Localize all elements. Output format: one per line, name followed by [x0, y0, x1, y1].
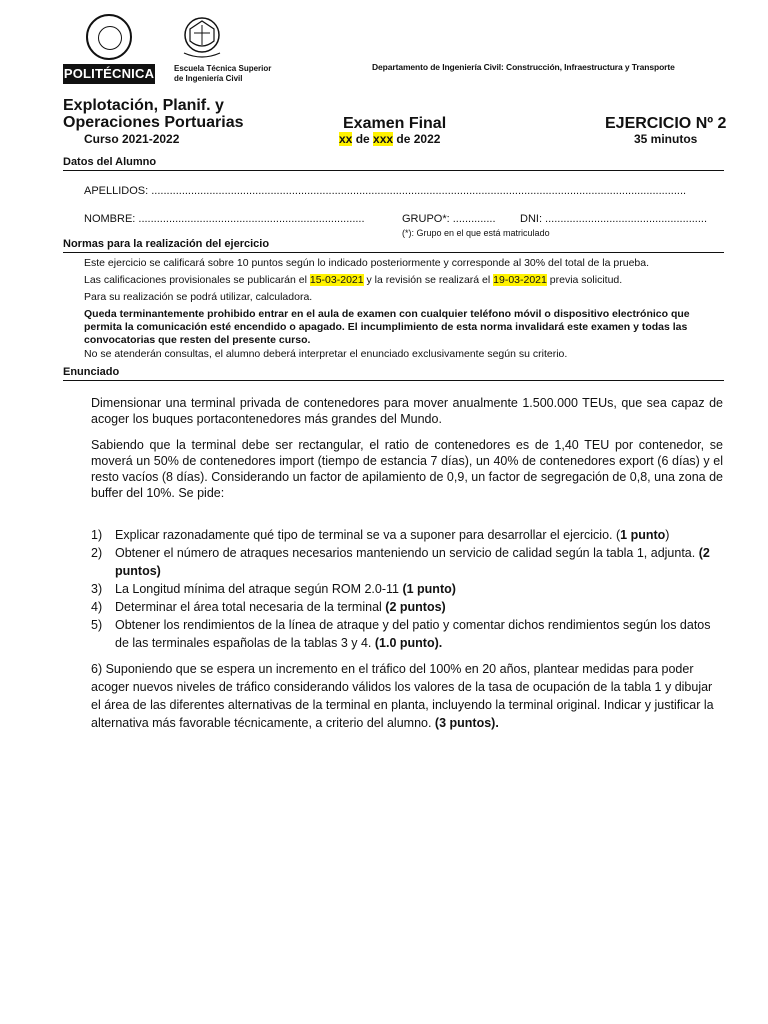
school-name-line1: Escuela Técnica Superior	[174, 64, 272, 73]
list-item-number: 5)	[91, 618, 103, 632]
department-name: Departamento de Ingeniería Civil: Construcción, Infraestructura y Transporte	[372, 62, 675, 72]
rules-block	[84, 257, 724, 365]
exam-date-month: xxx	[373, 132, 394, 146]
statement-section-title: Enunciado	[63, 366, 120, 378]
nombre-field[interactable]: NOMBRE: ..........................................................................	[84, 213, 365, 225]
exam-date-year: de 2022	[393, 132, 441, 146]
upm-logo	[63, 14, 155, 84]
rule-1: Este ejercicio se calificará sobre 10 puntos según lo indicado posteriormente y corresponde al 30% del total de la prueba.	[84, 257, 650, 269]
list-item	[91, 598, 723, 616]
school-crest-icon	[172, 13, 232, 63]
list-item-points: (2 puntos)	[385, 600, 446, 614]
rule-2-date-review: 19-03-2021	[493, 274, 547, 286]
divider	[63, 170, 724, 171]
grupo-field[interactable]: GRUPO*: ..............	[402, 213, 496, 225]
rules-section-title: Normas para la realización del ejercicio	[63, 238, 270, 250]
list-item-tail: )	[665, 528, 670, 542]
list-item	[91, 526, 723, 544]
student-section-title: Datos del Alumno	[63, 156, 157, 168]
list-item-points: (1 punto)	[402, 582, 456, 596]
dni-field[interactable]: DNI: .....................................................	[520, 213, 708, 225]
school-name-line2: de Ingeniería Civil	[174, 74, 243, 83]
list-item-text: La Longitud mínima del atraque según ROM 2.0-11	[115, 582, 403, 596]
list-item	[91, 544, 723, 580]
divider	[63, 252, 724, 253]
rule-2	[84, 274, 724, 287]
course-year: Curso 2021-2022	[84, 132, 180, 146]
exam-date	[339, 132, 440, 146]
course-title-line1: Explotación, Planif. y	[63, 97, 224, 114]
rule-5: No se atenderán consultas, el alumno deberá interpretar el enunciado exclusivamente según su criterio.	[84, 348, 568, 360]
list-item	[91, 580, 723, 598]
exercise-duration: 35 minutos	[634, 132, 698, 146]
list-item-text: Explicar razonadamente qué tipo de terminal se va a suponer para desarrollar el ejercicio. (	[115, 528, 621, 542]
rule-2-text-b: y la revisión se realizará el	[363, 274, 494, 286]
list-item-points: (1.0 punto).	[374, 636, 443, 650]
statement-body	[91, 395, 723, 509]
statement-paragraph-1: Dimensionar una terminal privada de contenedores para mover anualmente 1.500.000 TEUs, que sea capaz de acoger los buques portacontenedores más grandes del Mundo.	[91, 396, 723, 426]
exam-date-day: xx	[339, 132, 353, 146]
rule-2-date-publication: 15-03-2021	[309, 274, 364, 286]
list-item-number: 3)	[91, 582, 103, 596]
rule-4: Queda terminantemente prohibido entrar en el aula de examen con cualquier teléfono móvil o dispositivo electrónico que permita la comunicación esté encendido o apagado. El incumplimiento de esta norma invalidará este examen y todas las convocatorias que resten del presente curso.	[84, 308, 690, 346]
list-item-points: (2 puntos)	[115, 546, 710, 578]
exercise-number: EJERCICIO Nº 2	[605, 115, 727, 132]
politecnica-brand: POLITÉCNICA	[63, 64, 155, 84]
course-title-line2: Operaciones Portuarias	[63, 114, 244, 131]
list-item	[91, 616, 723, 652]
course-title	[63, 97, 244, 131]
list-item-points: 1 punto	[620, 528, 666, 542]
list-item-number: 1)	[91, 528, 103, 542]
statement-question-6	[91, 660, 723, 732]
list-item-number: 2)	[91, 546, 103, 560]
list-item-text: Obtener los rendimientos de la línea de atraque y del patio y comentar dichos rendimientos según los datos de las terminales españolas de la tablas 3 y 4.	[115, 618, 711, 650]
school-name	[174, 64, 271, 84]
divider	[63, 380, 724, 381]
question-6-points: (3 puntos).	[434, 716, 499, 730]
list-item-number: 4)	[91, 600, 103, 614]
apellidos-field[interactable]: APELLIDOS: ...............................................................................................................................................................................	[84, 185, 687, 197]
statement-paragraph-2: Sabiendo que la terminal debe ser rectangular, el ratio de contenedores es de 1,40 TEU por contenedor, se moverá un 50% de contenedores import (tiempo de estancia 7 días), un 40% de contenedores export (6 días) y el resto vacíos (8 días). Considerando un factor de apilamiento de 0,9, un factor de segregación de 0,8, una zona de buffer del 10%. Se pide:	[91, 438, 723, 500]
question-6-text: 6) Suponiendo que se espera un incremento en el tráfico del 100% en 20 años, plantear medidas para poder acoger nuevos niveles de tráfico considerando válidos los valores de la tasa de ocupación de la tabla 1 y dibujar el área de las diferentes alternativas de la terminal en planta, incluyendo la terminal original. Indicar y justificar la alternativa más favorable técnicamente, a criterio del alumno.	[91, 662, 714, 730]
grupo-note: (*): Grupo en el que está matriculado	[402, 228, 550, 238]
list-item-text: Obtener el número de atraques necesarios manteniendo un servicio de calidad según la tabla 1, adjunta.	[115, 546, 699, 560]
rule-2-text-c: previa solicitud.	[546, 274, 623, 286]
rule-2-text-a: Las calificaciones provisionales se publicarán el	[84, 274, 310, 286]
university-seal-icon	[86, 14, 132, 60]
exam-title: Examen Final	[343, 115, 447, 132]
exam-date-sep: de	[352, 132, 374, 146]
list-item-text: Determinar el área total necesaria de la terminal	[115, 600, 386, 614]
question-list	[91, 526, 723, 652]
rule-3: Para su realización se podrá utilizar, calculadora.	[84, 291, 313, 303]
